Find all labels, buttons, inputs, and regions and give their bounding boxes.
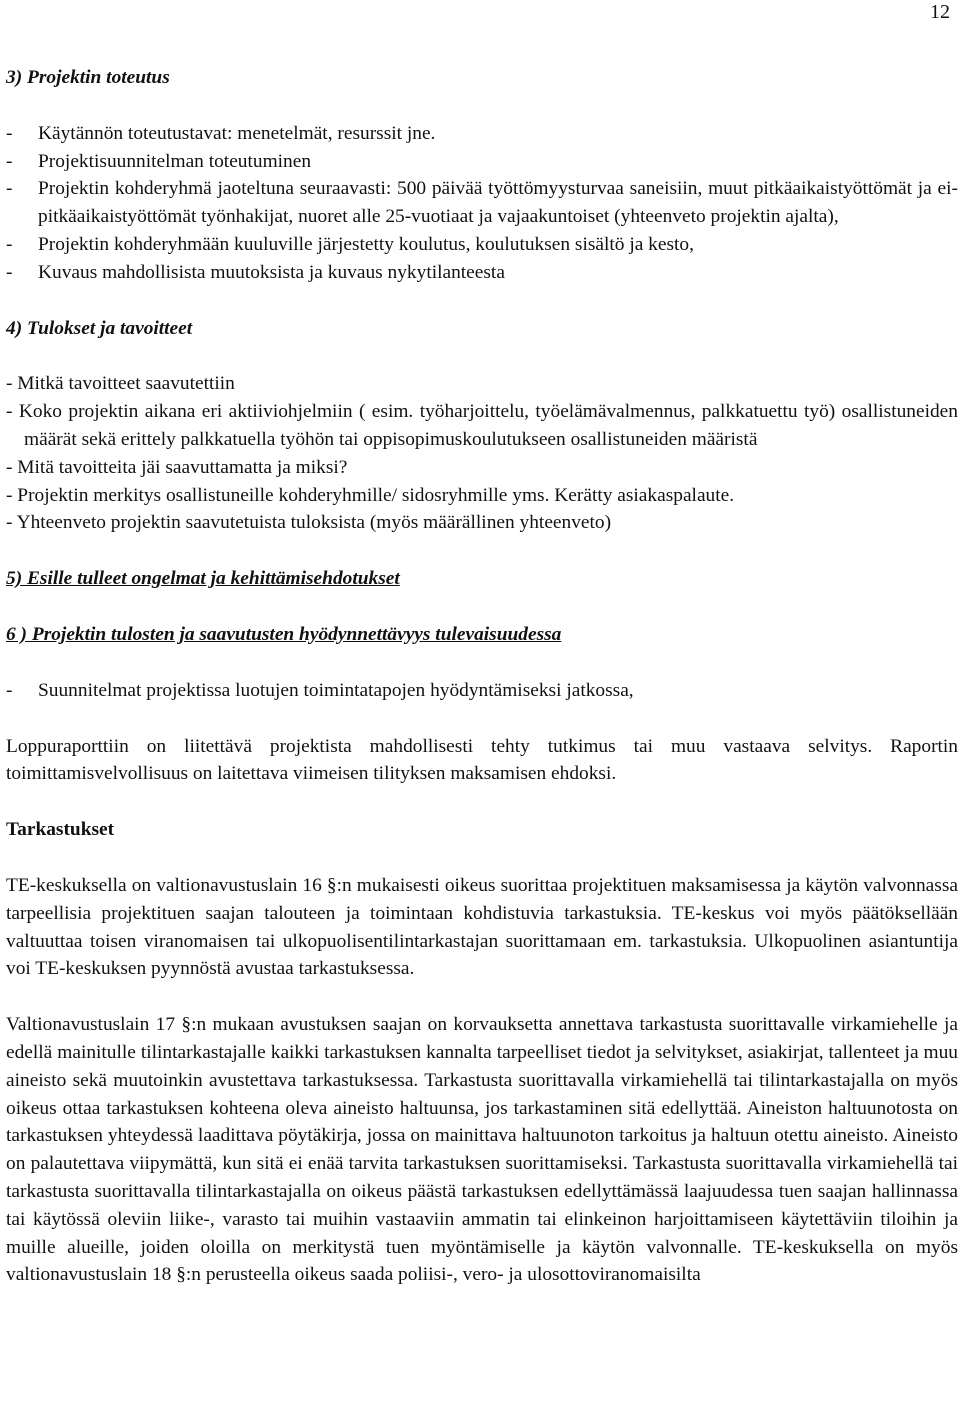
final-report-paragraph: Loppuraporttiin on liitettävä projektista mahdollisesti tehty tutkimus tai muu vastaava selvitys. Raportin toimittamisvelvollisuus on laitettava viimeisen tilityksen maksamisen ehdoksi.	[6, 735, 958, 785]
tarkastukset-heading: Tarkastukset	[6, 819, 115, 841]
tarkastukset-paragraph-2: Valtionavustuslain 17 §:n mukaan avustuksen saajan on korvauksetta annettava tarkastusta suorittavalle virkamiehelle ja edellä mainitulle tilintarkastajalle kaikki tarkastuksen kannalta tarpeelliset tiedot ja selvitykset, asiakirjat, tallenteet ja muu aineisto sekä muutoinkin avustettava tarkastuksessa. Tarkastusta suorittavalla virkamiehellä tai tilintarkastajalla on myös oikeus ottaa tarkastuksen kohteena oleva aineisto haltuunsa, jos tarkastaminen sitä edellyttää. Aineiston haltuunotosta on tarkastuksen yhteydessä laadittava pöytäkirja, jossa on mainittava haltuunoton tarkoitus ja haltuun otettu aineisto. Aineisto on palautettava viipymättä, kun sitä ei enää tarvita tarkastuksen suorittamiseksi. Tarkastusta suorittavalla virkamiehellä tai tarkastusta suorittavalla tilintarkastajalla on oikeus päästä tarkastuksen edellyttämässä laajuudessa tuen saajan hallinnassa tai käytössä oleviin liike-, varasto tai muihin vastaaviin ammatin tai elinkeinon harjoittamiseen käytettäviin tiloihin ja muille alueille, joiden oloilla on merkitystä tuen myöntämiselle ja käytön valvonnalle. TE-keskuksella on myös valtionavustuslain 18 §:n perusteella oikeus saada poliisi-, vero- ja ulosottoviranomaisilta	[6, 1014, 958, 1286]
list-item: - Yhteenveto projektin saavutetuista tuloksista (myös määrällinen yhteenveto)	[6, 512, 612, 534]
list-item-text: Projektisuunnitelman toteutuminen	[38, 150, 312, 172]
dash-bullet: -	[6, 261, 13, 283]
list-item	[6, 120, 958, 148]
list-item-text: Projektin kohderyhmään kuuluville järjestetty koulutus, koulutuksen sisältö ja kesto,	[38, 233, 694, 255]
list-item-text: Kuvaus mahdollisista muutoksista ja kuvaus nykytilanteesta	[38, 261, 505, 283]
list-item	[6, 259, 958, 287]
list-item-text: Suunnitelmat projektissa luotujen toimintatapojen hyödyntämiseksi jatkossa,	[38, 679, 634, 701]
list-item	[6, 175, 958, 231]
dash-bullet: -	[6, 679, 13, 701]
list-item	[6, 148, 958, 176]
dash-bullet: -	[6, 122, 13, 144]
list-item-text: Projektin kohderyhmä jaoteltuna seuraavasti: 500 päivää työttömyysturvaa saneisiin, muut pitkäaikaistyöttömät ja ei-pitkäaikaistyöttömät työnhakijat, nuoret alle 25-vuotiaat ja vajaakuntoiset (yhteenveto projektin ajalta),	[38, 178, 958, 228]
section-6-heading: 6 ) Projektin tulosten ja saavutusten hyödynnettävyys tulevaisuudessa	[6, 623, 562, 645]
dash-bullet: -	[6, 233, 13, 255]
list-item: - Koko projektin aikana eri aktiiviohjelmiin ( esim. työharjoittelu, työelämävalmennus, palkkatuettu työ) osallistuneiden määrät sekä erittely palkkatuella työhön tai oppisopimuskoulutukseen osallistuneiden määristä	[6, 401, 958, 450]
list-item: - Mitkä tavoitteet saavutettiin	[6, 373, 235, 395]
section-5-heading: 5) Esille tulleet ongelmat ja kehittämisehdotukset	[6, 568, 400, 590]
section-4-heading: 4) Tulokset ja tavoitteet	[6, 317, 193, 339]
document-body	[6, 64, 958, 1289]
list-item	[6, 677, 958, 705]
list-item	[6, 231, 958, 259]
list-item: - Mitä tavoitteita jäi saavuttamatta ja miksi?	[6, 456, 348, 478]
dash-bullet: -	[6, 150, 13, 172]
page-number: 12	[930, 1, 950, 23]
list-item-text: Käytännön toteutustavat: menetelmät, resurssit jne.	[38, 122, 436, 144]
dash-bullet: -	[6, 178, 13, 200]
section-3-heading: 3) Projektin toteutus	[6, 67, 170, 88]
list-item: - Projektin merkitys osallistuneille kohderyhmille/ sidosryhmille yms. Kerätty asiakaspalaute.	[6, 484, 735, 506]
tarkastukset-paragraph-1: TE-keskuksella on valtionavustuslain 16 §:n mukaisesti oikeus suorittaa projektituen maksamisessa ja käytön valvonnassa tarpeellisia projektituen saajan talouteen ja toimintaan kohdistuvia tarkastuksia. TE-keskus voi myös päätöksellään valtuuttaa toisen viranomaisen tai ulkopuolisentilintarkastajan suorittamaan em. tarkastuksia. Ulkopuolinen asiantuntija voi TE-keskuksen pyynnöstä avustaa tarkastuksessa.	[6, 874, 958, 980]
